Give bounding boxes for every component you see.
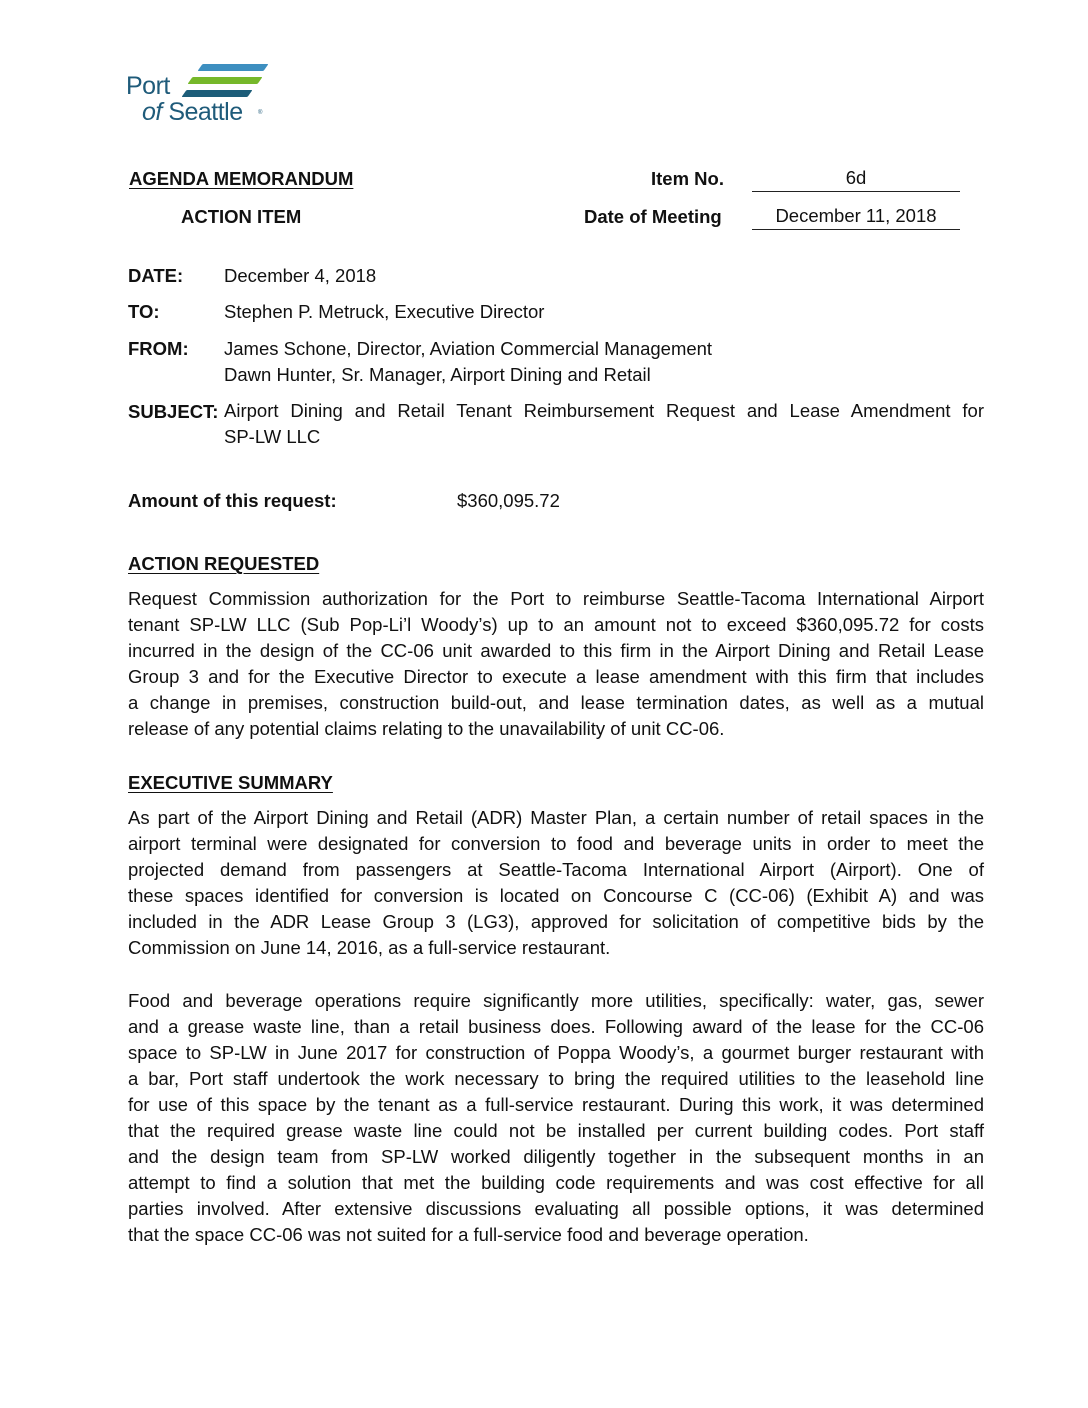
paragraph-line: and a grease waste line, than a retail business does. Following award of the lease for the CC-06	[128, 1016, 984, 1037]
paragraph-line: tenant SP-LW LLC (Sub Pop-Li’l Woody’s) up to an amount not to exceed $360,095.72 for costs	[128, 614, 984, 635]
action-requested-body	[128, 586, 984, 742]
executive-summary-heading: EXECUTIVE SUMMARY	[128, 772, 333, 793]
logo-stripe-navy	[182, 90, 253, 97]
to-value: Stephen P. Metruck, Executive Director	[224, 301, 545, 322]
meeting-date-value: December 11, 2018	[752, 205, 960, 230]
subject-line: SP-LW LLC	[224, 426, 321, 447]
to-label: TO:	[128, 301, 160, 322]
from-label: FROM:	[128, 338, 189, 359]
paragraph-line: release of any potential claims relating to the unavailability of unit CC-06.	[128, 718, 725, 739]
executive-summary-paragraph-2	[128, 988, 984, 1248]
logo-text-of: of	[142, 98, 162, 126]
item-no-label: Item No.	[651, 168, 724, 189]
port-of-seattle-logo	[126, 62, 271, 128]
paragraph-line: Commission on June 14, 2016, as a full-service restaurant.	[128, 937, 611, 958]
logo-stripe-blue	[198, 64, 269, 71]
logo-text-of-seattle	[142, 98, 243, 127]
paragraph-line: that the required grease waste line could not be installed per current building codes. Port staff	[128, 1120, 984, 1141]
paragraph-line: attempt to find a solution that met the building code requirements and was cost effective for all	[128, 1172, 984, 1193]
date-label: DATE:	[128, 265, 184, 286]
paragraph-line: projected demand from passengers at Seattle-Tacoma International Airport (Airport). One of	[128, 859, 984, 880]
item-no-value: 6d	[752, 167, 960, 192]
from-value-1: James Schone, Director, Aviation Commercial Management	[224, 338, 713, 359]
paragraph-line: included in the ADR Lease Group 3 (LG3), approved for solicitation of competitive bids by the	[128, 911, 984, 932]
memo-type: ACTION ITEM	[181, 206, 302, 227]
paragraph-line: and the design team from SP-LW worked diligently together in the subsequent months in an	[128, 1146, 984, 1167]
paragraph-line: a change in premises, construction build-out, and lease termination dates, as well as a mutual	[128, 692, 984, 713]
paragraph-line: for use of this space by the tenant as a full-service restaurant. During this work, it was determined	[128, 1094, 984, 1115]
amount-value: $360,095.72	[457, 490, 560, 511]
logo-text-seattle: Seattle	[168, 98, 243, 126]
paragraph-line: airport terminal were designated for conversion to food and beverage units in order to meet the	[128, 833, 984, 854]
meeting-date-label: Date of Meeting	[584, 206, 722, 227]
paragraph-line: Request Commission authorization for the Port to reimburse Seattle-Tacoma International Airport	[128, 588, 984, 609]
memo-title: AGENDA MEMORANDUM	[129, 168, 354, 189]
paragraph-line: Group 3 and for the Executive Director to execute a lease amendment with this firm that includes	[128, 666, 984, 687]
action-requested-heading: ACTION REQUESTED	[128, 553, 320, 574]
paragraph-line: As part of the Airport Dining and Retail (ADR) Master Plan, a certain number of retail spaces in the	[128, 807, 984, 828]
amount-label: Amount of this request:	[128, 490, 337, 511]
registered-mark: ®	[258, 110, 263, 116]
paragraph-line: incurred in the design of the CC-06 unit awarded to this firm in the Airport Dining and Retail Lease	[128, 640, 984, 661]
paragraph-line: Food and beverage operations require significantly more utilities, specifically: water, gas, sewer	[128, 990, 984, 1011]
executive-summary-paragraph-1	[128, 805, 984, 961]
logo-text-port: Port	[126, 72, 170, 100]
subject-line: Airport Dining and Retail Tenant Reimbursement Request and Lease Amendment for	[224, 400, 984, 421]
paragraph-line: space to SP-LW in June 2017 for construction of Poppa Woody’s, a gourmet burger restaurant with	[128, 1042, 984, 1063]
paragraph-line: parties involved. After extensive discussions evaluating all possible options, it was determined	[128, 1198, 984, 1219]
subject-value	[224, 398, 984, 450]
paragraph-line: that the space CC-06 was not suited for a full-service food and beverage operation.	[128, 1224, 809, 1245]
paragraph-line: a bar, Port staff undertook the work necessary to bring the required utilities to the leasehold line	[128, 1068, 984, 1089]
logo-stripe-green	[188, 77, 263, 84]
date-value: December 4, 2018	[224, 265, 377, 286]
from-value-2: Dawn Hunter, Sr. Manager, Airport Dining and Retail	[224, 364, 651, 385]
subject-label: SUBJECT:	[128, 401, 219, 422]
paragraph-line: these spaces identified for conversion is located on Concourse C (CC-06) (Exhibit A) and was	[128, 885, 984, 906]
